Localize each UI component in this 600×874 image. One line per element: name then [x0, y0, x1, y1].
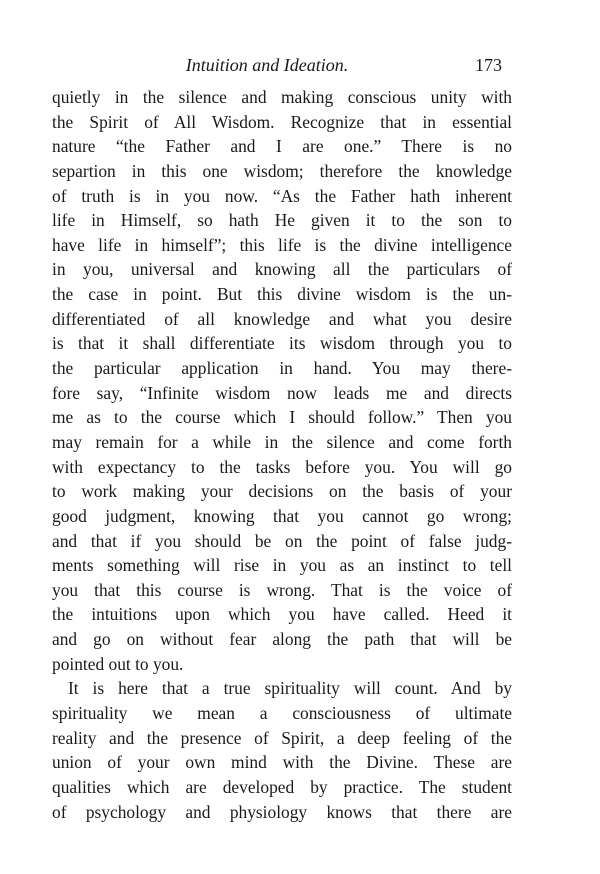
text-line: the particular application in hand. You may there- — [52, 358, 512, 379]
text-line: nature “the Father and I are one.” There is no — [52, 136, 512, 157]
text-line: of psychology and physiology knows that there are — [52, 801, 512, 822]
paragraph — [52, 85, 512, 676]
text-line: may remain for a while in the silence and come forth — [52, 431, 512, 452]
page-number: 173 — [475, 55, 502, 75]
page-header — [52, 55, 512, 81]
text-line: you that this course is wrong. That is the voice of — [52, 579, 512, 600]
paragraph — [52, 676, 512, 824]
text-line: me as to the course which I should follow.” Then you — [52, 407, 512, 428]
text-line: good judgment, knowing that you cannot go wrong; — [52, 505, 512, 526]
text-line: differentiated of all knowledge and what you desire — [52, 308, 512, 329]
text-line: qualities which are developed by practice. The student — [52, 776, 512, 797]
text-line: It is here that a true spirituality will count. And by — [68, 678, 512, 699]
text-line: in you, universal and knowing all the particulars of — [52, 259, 512, 280]
text-line: the intuitions upon which you have called. Heed it — [52, 604, 512, 625]
text-line: to work making your decisions on the basis of your — [52, 481, 512, 502]
text-line: with expectancy to the tasks before you. You will go — [52, 456, 512, 477]
text-line: and that if you should be on the point of false judg- — [52, 530, 512, 551]
running-title: Intuition and Ideation. — [185, 55, 349, 75]
text-line: the case in point. But this divine wisdom is the un- — [52, 284, 512, 305]
text-line: quietly in the silence and making conscious unity with — [52, 87, 512, 107]
text-line: of truth is in you now. “As the Father hath inherent — [52, 185, 512, 206]
text-line: spirituality we mean a consciousness of ultimate — [52, 703, 512, 724]
text-line: have life in himself”; this life is the divine intelligence — [52, 234, 512, 255]
text-line: and go on without fear along the path that will be — [52, 629, 512, 650]
text-line: ments something will rise in you as an instinct to tell — [52, 555, 512, 576]
text-line: life in Himself, so hath He given it to the son to — [52, 210, 512, 231]
text-line: fore say, “Infinite wisdom now leads me and directs — [52, 382, 512, 403]
page-body — [52, 85, 512, 824]
text-line: reality and the presence of Spirit, a deep feeling of the — [52, 727, 512, 748]
text-line: separtion in this one wisdom; therefore the knowledge — [52, 160, 512, 181]
text-line: union of your own mind with the Divine. These are — [52, 752, 512, 773]
text-line: is that it shall differentiate its wisdom through you to — [52, 333, 512, 354]
text-line: the Spirit of All Wisdom. Recognize that in essential — [52, 111, 512, 132]
text-line: pointed out to you. — [52, 653, 184, 674]
